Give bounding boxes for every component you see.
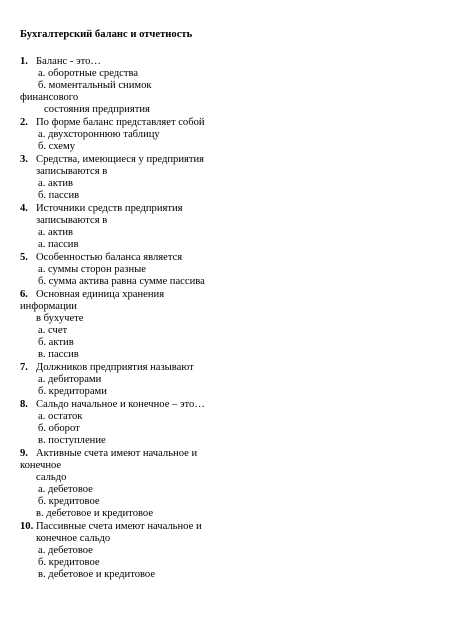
question-9-number: 9.: [20, 448, 28, 459]
question-2-option-b: б. схему: [38, 141, 75, 152]
question-4-option-a2: а. пассив: [38, 239, 79, 250]
question-9-option-b: б. кредитовое: [38, 496, 100, 507]
question-9-option-a: а. дебетовое: [38, 484, 93, 495]
question-6-option-c: в. пассив: [38, 349, 79, 360]
question-1-number: 1.: [20, 56, 28, 67]
question-1-option-b: б. моментальный снимок: [38, 80, 152, 91]
question-6-text: Основная единица хранения: [36, 289, 165, 300]
question-9-text-cont: конечное: [20, 460, 62, 471]
question-10-text: Пассивные счета имеют начальное и: [36, 521, 202, 532]
question-10-option-a: а. дебетовое: [38, 545, 93, 556]
question-5-text: Особенностью баланса является: [36, 252, 183, 263]
question-3-text-cont: записываются в: [36, 166, 108, 177]
question-10-text-cont: конечное сальдо: [36, 533, 111, 544]
question-8-option-b: б. оборот: [38, 423, 80, 434]
question-7-option-b: б. кредиторами: [38, 386, 107, 397]
question-4-number: 4.: [20, 203, 28, 214]
question-1-text: Баланс - это…: [36, 56, 101, 67]
question-8-option-a: а. остаток: [38, 411, 83, 422]
question-6-number: 6.: [20, 289, 28, 300]
question-8-number: 8.: [20, 399, 28, 410]
question-7-number: 7.: [20, 362, 28, 373]
question-7-text: Должников предприятия называют: [36, 362, 194, 373]
question-5-option-a: а. суммы сторон разные: [38, 264, 146, 275]
question-10-number: 10.: [20, 521, 34, 532]
question-9-option-c: в. дебетовое и кредитовое: [36, 508, 154, 519]
document-title: Бухгалтерский баланс и отчетность: [20, 29, 193, 40]
question-6-option-b: б. актив: [38, 337, 74, 348]
question-5-number: 5.: [20, 252, 28, 263]
question-6-option-a: а. счет: [38, 325, 68, 336]
question-10-option-b: б. кредитовое: [38, 557, 100, 568]
question-2-text: По форме баланс представляет собой: [36, 117, 205, 128]
question-3-option-a: а. актив: [38, 178, 74, 189]
question-4-option-a: а. актив: [38, 227, 74, 238]
question-9-text-cont2: сальдо: [36, 472, 67, 483]
question-3-number: 3.: [20, 154, 28, 165]
question-6-text-cont2: в бухучете: [36, 313, 84, 324]
question-9-text: Активные счета имеют начальное и: [36, 448, 198, 459]
question-5-option-b: б. сумма актива равна сумме пассива: [38, 276, 205, 287]
question-6-text-cont: информации: [20, 301, 77, 312]
question-10-option-c: в. дебетовое и кредитовое: [38, 569, 156, 580]
question-2-option-a: а. двухстороннюю таблицу: [38, 129, 160, 140]
question-1-option-b-cont: финансового: [20, 92, 79, 103]
question-3-option-b: б. пассив: [38, 190, 80, 201]
question-8-text: Сальдо начальное и конечное – это…: [36, 399, 205, 410]
question-4-text-cont: записываются в: [36, 215, 108, 226]
question-8-option-c: в. поступление: [38, 435, 106, 446]
question-1-option-b-cont2: состояния предприятия: [44, 104, 150, 115]
question-4-text: Источники средств предприятия: [36, 203, 183, 214]
question-1-option-a: а. оборотные средства: [38, 68, 139, 79]
question-2-number: 2.: [20, 117, 28, 128]
question-3-text: Средства, имеющиеся у предприятия: [36, 154, 205, 165]
question-7-option-a: а. дебиторами: [38, 374, 102, 385]
